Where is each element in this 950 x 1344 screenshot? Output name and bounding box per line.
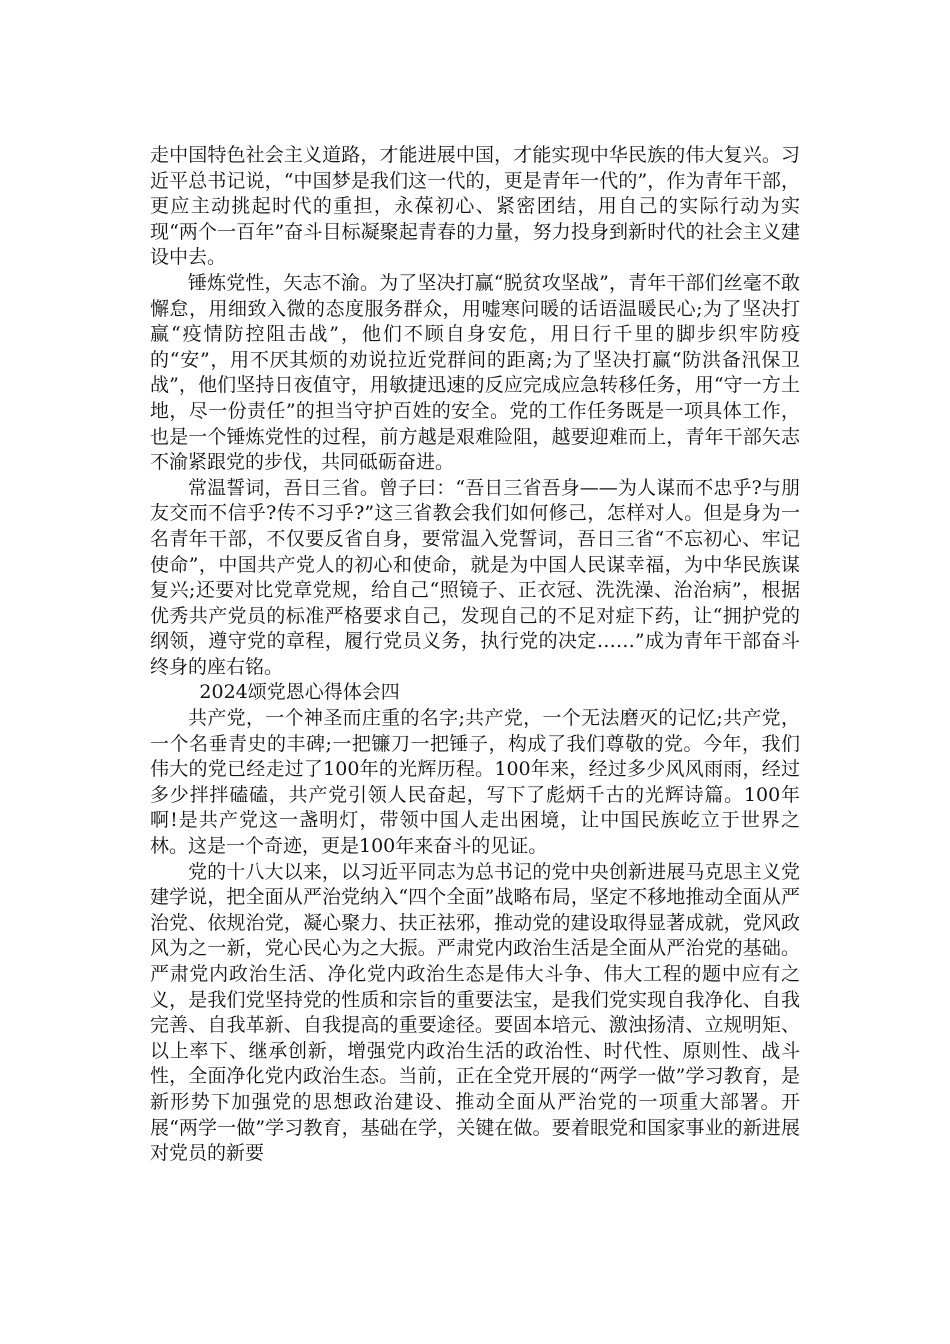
paragraph-tempering-party-spirit: 锤炼党性，矢志不渝。为了坚决打赢“脱贫攻坚战”，青年干部们丝毫不敢懈怠，用细致入微的态度服务群众，用嘘寒问暖的话语温暖民心;为了坚决打赢“疫情防控阻击战”，他们不顾自身安危，用日行千里的脚步织牢防疫的“安”，用不厌其烦的劝说拉近党群间的距离;为了坚决打赢“防洪备汛保卫战”，他们坚持日夜值守，用敏捷迅速的反应完成应急转移任务，用“守一方土地，尽一份责任”的担当守护百姓的安全。党的工作任务既是一项具体工作，也是一个锤炼党性的过程，前方越是艰难险阻，越要迎难而上，青年干部矢志不渝紧跟党的步伐，共同砥砺奋进。 xyxy=(150,271,800,474)
section-heading: 2024颂党恩心得体会四 xyxy=(199,681,400,704)
paragraph-eighteenth-congress: 党的十八大以来，以习近平同志为总书记的党中央创新进展马克思主义党建学说，把全面从严治党纳入“四个全面”战略布局，坚定不移地推动全面从严治党、依规治党，凝心聚力、扶正祛邪，推动党的建设取得显著成就，党风政风为之一新，党心民心为之大振。严肃党内政治生活是全面从严治党的基础。严肃党内政治生活、净化党内政治生态是伟大斗争、伟大工程的题中应有之义，是我们党坚持党的性质和宗旨的重要法宝，是我们党实现自我净化、自我完善、自我革新、自我提高的重要途径。要固本培元、激浊扬清、立规明矩、以上率下、继承创新，增强党内政治生活的政治性、时代性、原则性、战斗性，全面净化党内政治生态。当前，正在全党开展的“两学一做”学习教育，是新形势下加强党的思想政治建设、推动全面从严治党的一项重大部署。开展“两学一做”学习教育，基础在学，关键在做。要着眼党和国家事业的新进展对党员的新要 xyxy=(150,860,800,1165)
paragraph-communist-party: 共产党，一个神圣而庄重的名字;共产党，一个无法磨灭的记忆;共产党，一个名垂青史的丰碑;一把镰刀一把锤子，构成了我们尊敬的党。今年，我们伟大的党已经走过了100年的光辉历程。100年来，经过多少风风雨雨，经过多少拌拌磕磕，共产党引领人民奋起，写下了彪炳千古的光辉诗篇。100年啊!是共产党这一盏明灯，带领中国人走出困境，让中国民族屹立于世界之林。这是一个奇迹，更是100年来奋斗的见证。 xyxy=(150,707,800,858)
paragraph-oath-reflection: 常温誓词，吾日三省。曾子曰：“吾日三省吾身——为人谋而不忠乎?与朋友交而不信乎?传不习乎?”这三省教会我们如何修己，怎样对人。但是身为一名青年干部，不仅要反省自身，要常温入党誓词，吾日三省“不忘初心、牢记使命”，中国共产党人的初心和使命，就是为中国人民谋幸福，为中华民族谋复兴;还要对比党章党规，给自己“照镜子、正衣冠、洗洗澡、治治病”，根据优秀共产党员的标准严格要求自己，发现自己的不足对症下药，让“拥护党的纲领，遵守党的章程，履行党员义务，执行党的决定……”成为青年干部奋斗终身的座右铭。 xyxy=(150,476,800,678)
document-page xyxy=(150,143,800,1167)
paragraph-continuation: 走中国特色社会主义道路，才能进展中国，才能实现中华民族的伟大复兴。习近平总书记说，“中国梦是我们这一代的，更是青年一代的”，作为青年干部，更应主动挑起时代的重担，永葆初心、紧密团结，用自己的实际行动为实现“两个一百年”奋斗目标凝聚起青春的力量，努力投身到新时代的社会主义建设中去。 xyxy=(150,144,800,269)
